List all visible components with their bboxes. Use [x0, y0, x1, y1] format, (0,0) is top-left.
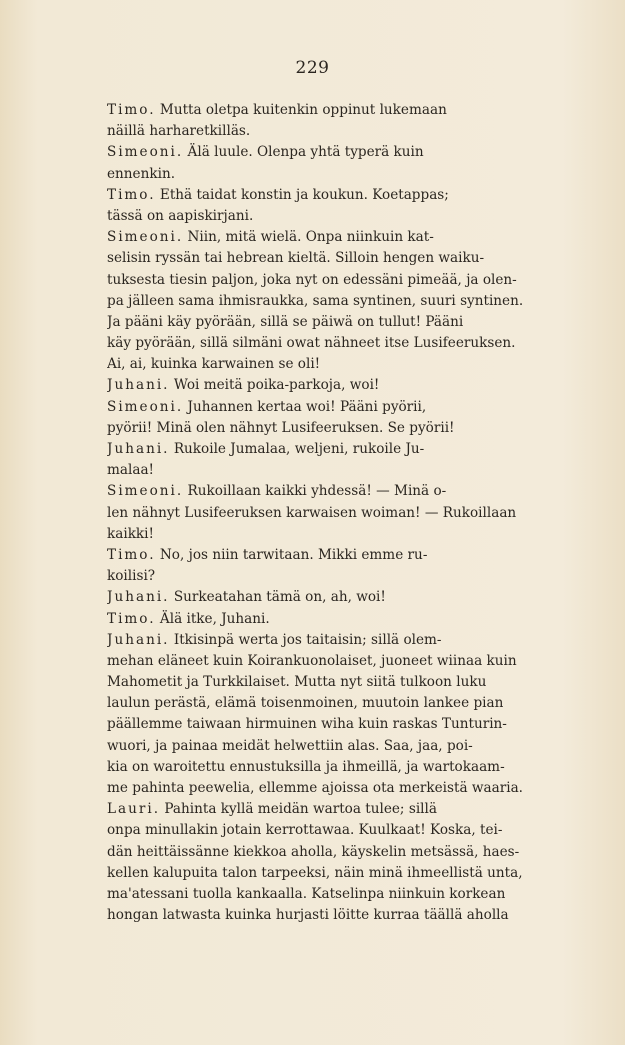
text-line — [107, 587, 530, 608]
line-text: Ethä taidat konstin ja koukun. Koetappas; — [155, 186, 449, 203]
line-text: wuori, ja painaa meidät helwettiin alas. Saa, jaa, poi- — [107, 737, 473, 754]
speaker-name: Juhani. — [107, 377, 170, 394]
page-text — [107, 100, 530, 926]
line-text: koilisi? — [107, 568, 156, 585]
line-text: malaa! — [107, 462, 155, 479]
text-line — [107, 609, 530, 630]
text-line — [107, 714, 530, 735]
text-line — [107, 842, 530, 863]
text-line — [107, 460, 530, 481]
line-text: Juhannen kertaa woi! Pääni pyörii, — [183, 398, 427, 415]
line-text: Rukoile Jumalaa, weljeni, rukoile Ju- — [169, 441, 425, 457]
text-line — [107, 206, 530, 227]
text-line — [107, 439, 530, 460]
line-text: len nähnyt Lusifeeruksen karwaisen woiman! — Rukoillaan — [107, 504, 517, 521]
line-text: kaikki! — [107, 525, 154, 542]
speaker-name: Timo. — [107, 610, 156, 627]
speaker-name: Simeoni. — [107, 229, 184, 246]
line-text: Woi meitä poika-parkoja, woi! — [169, 377, 380, 394]
line-text: Älä itke, Juhani. — [155, 610, 270, 627]
line-text: näillä harharetkilläs. — [107, 123, 251, 140]
speaker-name: Juhani. — [107, 631, 170, 648]
line-text: Ai, ai, kuinka karwainen se oli! — [107, 356, 321, 373]
text-line — [107, 481, 530, 502]
text-line — [107, 100, 530, 121]
line-text: mehan eläneet kuin Koirankuonolaiset, juoneet wiinaa kuin — [107, 652, 517, 669]
line-text: laulun perästä, elämä toisenmoinen, muutoin lankee pian — [107, 695, 504, 712]
speaker-name: Juhani. — [107, 589, 170, 606]
text-line — [107, 693, 530, 714]
line-text: Mutta oletpa kuitenkin oppinut lukemaan — [155, 102, 447, 118]
line-text: Surkeatahan tämä on, ah, woi! — [169, 589, 386, 606]
text-line — [107, 863, 530, 884]
text-line — [107, 905, 530, 926]
line-text: hongan latwasta kuinka hurjasti löitte kurraa täällä aholla — [107, 907, 509, 924]
text-line — [107, 333, 530, 354]
line-text: pa jälleen sama ihmisraukka, sama syntinen, suuri syntinen. — [107, 292, 524, 309]
line-text: No, jos niin tarwitaan. Mikki emme ru- — [155, 546, 428, 563]
line-text: Itkisinpä werta jos taitaisin; sillä olem- — [169, 631, 442, 648]
text-line — [107, 418, 530, 439]
line-text: Ja pääni käy pyörään, sillä se päiwä on tullut! Pääni — [107, 313, 464, 330]
speaker-name: Timo. — [107, 186, 156, 203]
speaker-name: Simeoni. — [107, 144, 184, 161]
text-line — [107, 736, 530, 757]
text-line — [107, 524, 530, 545]
text-line — [107, 164, 530, 185]
line-text: käy pyörään, sillä silmäni owat nähneet itse Lusifeeruksen. — [107, 335, 516, 352]
line-text: kia on waroitettu ennustuksilla ja ihmeillä, ja wartokaam- — [107, 758, 505, 775]
text-line — [107, 820, 530, 841]
text-line — [107, 270, 530, 291]
text-line — [107, 672, 530, 693]
line-text: Pahinta kyllä meidän wartoa tulee; sillä — [160, 801, 437, 818]
text-line — [107, 566, 530, 587]
text-line — [107, 291, 530, 312]
text-line — [107, 630, 530, 651]
speaker-name: Simeoni. — [107, 483, 184, 500]
text-line — [107, 651, 530, 672]
line-text: Älä luule. Olenpa yhtä typerä kuin — [183, 144, 424, 161]
speaker-name: Lauri. — [107, 801, 161, 818]
line-text: tässä on aapiskirjani. — [107, 207, 254, 224]
page-number: 229 — [295, 58, 330, 78]
text-line — [107, 354, 530, 375]
text-line — [107, 312, 530, 333]
line-text: dän heittäissänne kiekkoa aholla, käyskelin metsässä, haes- — [107, 843, 520, 860]
speaker-name: Juhani. — [107, 441, 170, 457]
line-text: Mahometit ja Turkkilaiset. Mutta nyt siitä tulkoon luku — [107, 674, 487, 691]
line-text: ennenkin. — [107, 165, 176, 182]
text-line — [107, 248, 530, 269]
text-line — [107, 778, 530, 799]
line-text: me pahinta peewelia, ellemme ajoissa ota merkeistä waaria. — [107, 780, 523, 796]
line-text: Rukoillaan kaikki yhdessä! — Minä o- — [183, 483, 447, 500]
speaker-name: Timo. — [107, 546, 156, 563]
text-line — [107, 799, 530, 820]
text-line — [107, 884, 530, 905]
text-line — [107, 185, 530, 206]
speaker-name: Simeoni. — [107, 398, 184, 415]
text-line — [107, 503, 530, 524]
speaker-name: Timo. — [107, 102, 156, 118]
line-text: selisin ryssän tai hebrean kieltä. Silloin hengen waiku- — [107, 250, 485, 267]
text-line — [107, 375, 530, 396]
line-text: ma'atessani tuolla kankaalla. Katselinpa niinkuin korkean — [107, 885, 506, 902]
text-line — [107, 142, 530, 163]
text-line — [107, 121, 530, 142]
line-text: tuksesta tiesin paljon, joka nyt on edessäni pimeää, ja olen- — [107, 271, 517, 288]
line-text: päällemme taiwaan hirmuinen wiha kuin raskas Tunturin- — [107, 716, 507, 733]
text-line — [107, 545, 530, 566]
line-text: pyörii! Minä olen nähnyt Lusifeeruksen. Se pyörii! — [107, 419, 455, 436]
line-text: Niin, mitä wielä. Onpa niinkuin kat- — [183, 229, 434, 246]
text-line — [107, 397, 530, 418]
text-line — [107, 227, 530, 248]
line-text: kellen kalupuita talon tarpeeksi, näin minä ihmeellistä unta, — [107, 864, 523, 881]
line-text: onpa minullakin jotain kerrottawaa. Kuulkaat! Koska, tei- — [107, 822, 503, 839]
text-line — [107, 757, 530, 778]
